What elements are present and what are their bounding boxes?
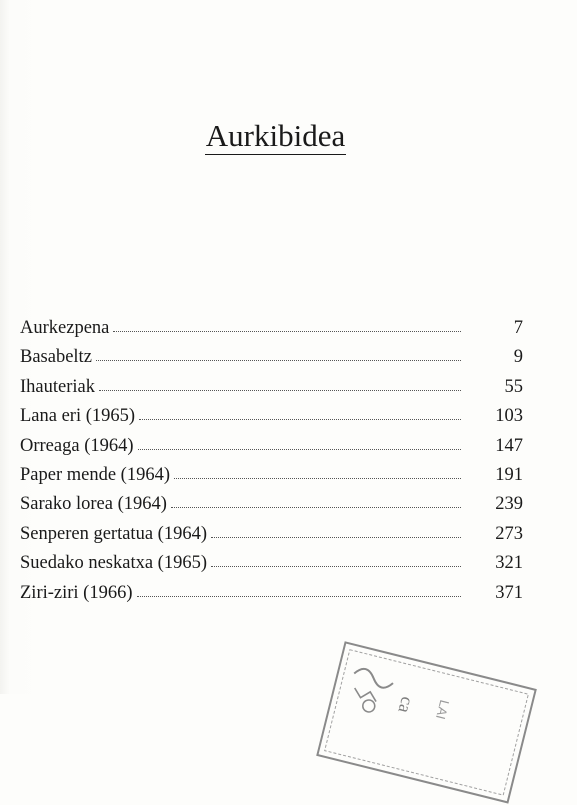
toc-leader-dots (211, 536, 461, 538)
page-title (0, 116, 551, 156)
toc-entry-title: Senperen gertatua (1964) (20, 523, 207, 544)
toc-entry-title: Paper mende (1964) (20, 464, 171, 485)
toc-entry-title: Ihauteriak (20, 376, 95, 397)
library-stamp-icon (315, 640, 538, 805)
toc-entry (20, 549, 523, 578)
toc-entry-title: Aurkezpena (20, 318, 110, 338)
toc-entry-page-number: 239 (495, 494, 523, 515)
toc-entry-page-number: 147 (495, 435, 523, 456)
toc-entry (20, 314, 523, 343)
toc-entry (20, 520, 523, 549)
toc-entry (20, 461, 523, 490)
toc-entry (20, 373, 523, 402)
toc-entry (20, 343, 523, 372)
toc-entry-title: Lana eri (1965) (20, 406, 136, 427)
stamp-text-1: ca (394, 694, 418, 716)
toc-entry-page-number: 273 (495, 523, 523, 544)
toc-entry-page-number: 191 (495, 464, 523, 485)
toc-entry-page-number: 9 (513, 347, 523, 368)
toc-leader-dots (137, 595, 462, 597)
toc-entry-title: Ziri-ziri (1966) (20, 582, 133, 603)
page-title-text: Aurkibidea (205, 118, 346, 153)
toc-leader-dots (99, 389, 461, 391)
toc-entry-title: Orreaga (1964) (20, 435, 134, 456)
toc-entry-title: Suedako neskatxa (1965) (20, 553, 208, 574)
toc-entry (20, 579, 523, 608)
toc-leader-dots (139, 418, 461, 420)
toc-entry-page-number: 55 (504, 376, 523, 397)
toc-entry-page-number: 321 (495, 553, 523, 574)
toc-entry-page-number: 7 (513, 318, 523, 338)
toc-entry (20, 402, 523, 431)
toc-entry-page-number: 103 (495, 406, 523, 427)
toc-entry (20, 432, 523, 461)
toc-entry-title: Basabeltz (20, 347, 92, 368)
toc-leader-dots (174, 477, 461, 479)
toc-leader-dots (113, 330, 461, 332)
toc-leader-dots (96, 359, 461, 361)
toc-entry (20, 490, 523, 519)
toc-entry-title: Sarako lorea (1964) (20, 494, 167, 515)
toc-entry-page-number: 371 (495, 582, 523, 603)
toc-leader-dots (211, 565, 461, 567)
table-of-contents (20, 314, 523, 608)
stamp-text-2: LAI (432, 698, 453, 721)
toc-leader-dots (138, 448, 461, 450)
toc-leader-dots (171, 506, 461, 508)
